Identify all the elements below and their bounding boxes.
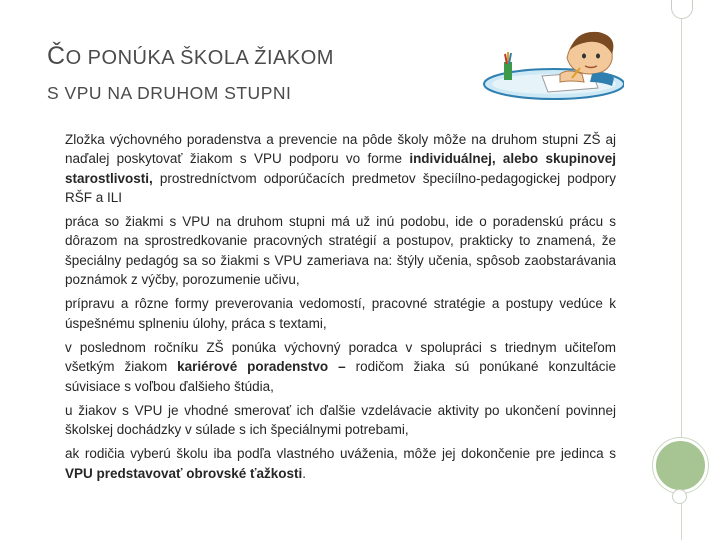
- text: ak rodičia vyberú školu iba podľa vlastného uváženia, môže jej dokončenie pre jedinca s: [65, 446, 616, 462]
- bold-text: kariérové poradenstvo –: [177, 359, 346, 375]
- page-title-line-1: [47, 42, 334, 71]
- title-rest: O PONÚKA ŠKOLA ŽIAKOM: [65, 47, 334, 69]
- text: prípravu a rôzne formy preverovania vedomostí, pracovné stratégie a postupy vedúce k úspešnému splneniu úlohy, práca s textami,: [65, 296, 616, 331]
- page-title-line-2: S VPU NA DRUHOM STUPNI: [47, 83, 292, 103]
- list-item: [46, 401, 616, 440]
- text: rodičom žiaka sú ponúkané konzultácie súvisiace s voľbou ďalšieho štúdia,: [65, 359, 616, 394]
- list-item: [46, 338, 616, 396]
- bold-text: individuálnej, alebo skupinovej starostlivosti,: [65, 151, 616, 186]
- list-item: [46, 294, 616, 333]
- list-item: [46, 130, 616, 207]
- rail-small-circle: [672, 489, 687, 504]
- text: .: [302, 465, 307, 481]
- rail-top-dot: [671, 0, 693, 19]
- student-writing-at-desk-icon: [472, 28, 624, 106]
- bold-text: VPU predstavovať obrovské ťažkosti: [65, 465, 303, 481]
- title-initial: Č: [47, 42, 66, 70]
- text: u žiakov s VPU je vhodné smerovať ich ďalšie vzdelávacie aktivity po ukončení povinnej školskej dochádzky v súlade s ich špeciálnymi potrebami,: [65, 402, 616, 438]
- text: práca so žiakmi s VPU na druhom stupni má už inú podobu, ide o poradenskú prácu s dôrazom na sprostredkovanie pracovných stratégií a postupov, prakticky to znamená, že špeciálny pedagóg sa so žiakmi s VPU zameriava na: štýly učenia, spôsob zaobstarávania poznámok z výčby, porozumenie učivu,: [65, 214, 616, 288]
- bullet-list: [46, 130, 616, 488]
- rail-accent-circle: [653, 438, 708, 493]
- list-item: [46, 212, 616, 289]
- text: prostredníctvom odporúčacích predmetov špeciílno-pedagogickej podpory RŠF a ILI: [65, 170, 616, 205]
- list-item: [46, 444, 616, 483]
- text: v poslednom ročníku ZŠ ponúka výchovný poradca v spolupráci s triednym učiteľom všetkým žiakom: [65, 339, 616, 375]
- text: Zložka výchovného poradenstva a prevencie na pôde školy môže na druhom stupni ZŠ aj naďalej poskytovať žiakom s VPU podporu vo forme: [65, 132, 616, 167]
